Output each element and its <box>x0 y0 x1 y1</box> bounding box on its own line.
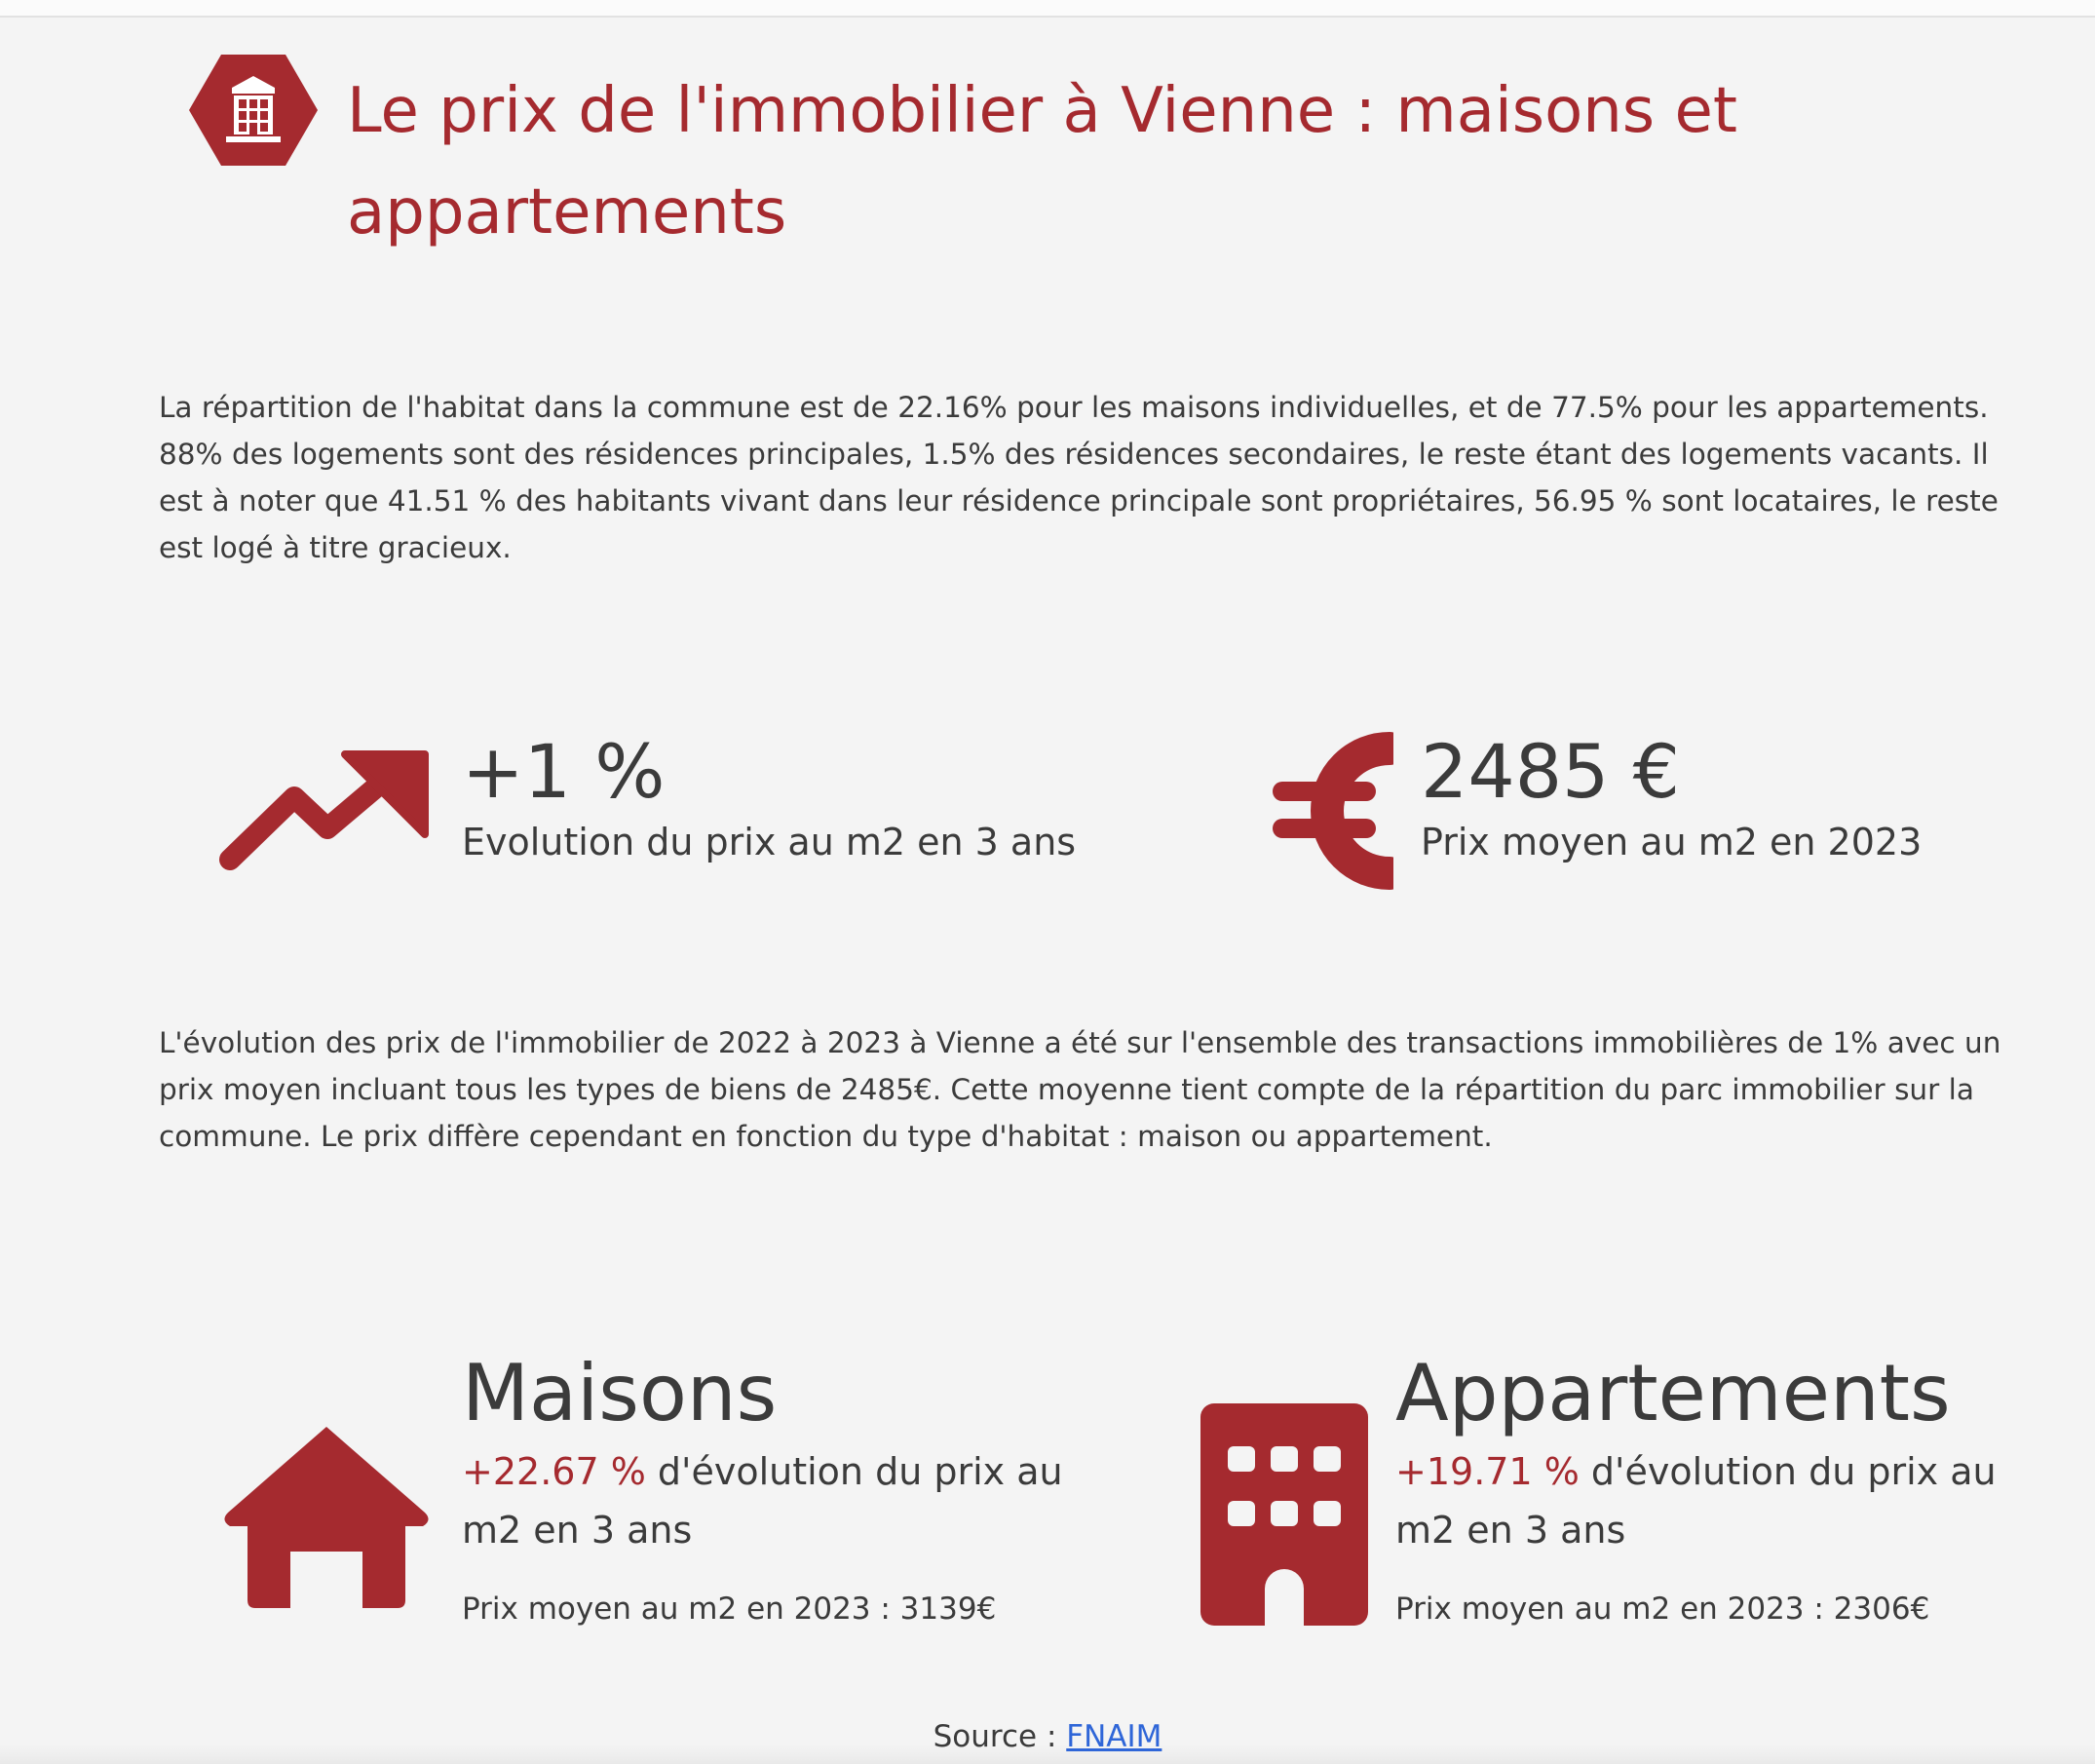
appartements-evolution-percent: +19.71 % <box>1395 1450 1580 1493</box>
source-label: Source : <box>933 1719 1067 1754</box>
appartements-evolution <box>1395 1442 2058 1559</box>
maisons-evolution-percent: +22.67 % <box>462 1450 646 1493</box>
stat-evolution-label: Evolution du prix au m2 en 3 ans <box>462 821 1077 863</box>
appartements-average-price: Prix moyen au m2 en 2023 : 2306€ <box>1395 1591 1930 1627</box>
appartements-evolution-text: d'évolution du prix au m2 en 3 ans <box>1395 1450 1997 1552</box>
browser-top-edge <box>0 0 2095 18</box>
apartment-building-icon <box>1200 1403 1368 1626</box>
details-paragraph: L'évolution des prix de l'immobilier de 2022 à 2023 à Vienne a été sur l'ensemble des transactions immobilières de 1% avec un prix moyen incluant tous les types de biens de 2485€. Cette moyenne tient compte de la répartition du parc immobilier sur la commune. Le prix diffère cependant en fonction du type d'habitat : maison ou appartement. <box>159 1026 2001 1153</box>
stat-price-value: 2485 € <box>1421 728 1680 815</box>
appartements-title: Appartements <box>1395 1348 1951 1438</box>
source-link-fnaim[interactable]: FNAIM <box>1066 1719 1162 1754</box>
maisons-evolution-text: d'évolution du prix au m2 en 3 ans <box>462 1450 1063 1552</box>
maisons-title: Maisons <box>462 1348 778 1438</box>
euro-icon <box>1269 727 1393 895</box>
building-hexagon-icon <box>189 55 318 166</box>
page-title: Le prix de l'immobilier à Vienne : maisons et appartements <box>347 75 1737 249</box>
source-line <box>0 1715 2095 1758</box>
trending-up-icon <box>218 748 435 871</box>
stat-evolution-value: +1 % <box>462 728 666 815</box>
stat-price-label: Prix moyen au m2 en 2023 <box>1421 821 1923 863</box>
house-icon <box>220 1419 433 1608</box>
maisons-evolution <box>462 1442 1124 1559</box>
maisons-average-price: Prix moyen au m2 en 2023 : 3139€ <box>462 1591 997 1627</box>
intro-paragraph: La répartition de l'habitat dans la commune est de 22.16% pour les maisons individuelles, et de 77.5% pour les appartements. 88% des logements sont des résidences principales, 1.5% des résidences secondaires, le reste étant des logements vacants. Il est à noter que 41.51 % des habitants vivant dans leur résidence principale sont propriétaires, 56.95 % sont locataires, le reste est logé à titre gracieux. <box>159 391 1999 564</box>
